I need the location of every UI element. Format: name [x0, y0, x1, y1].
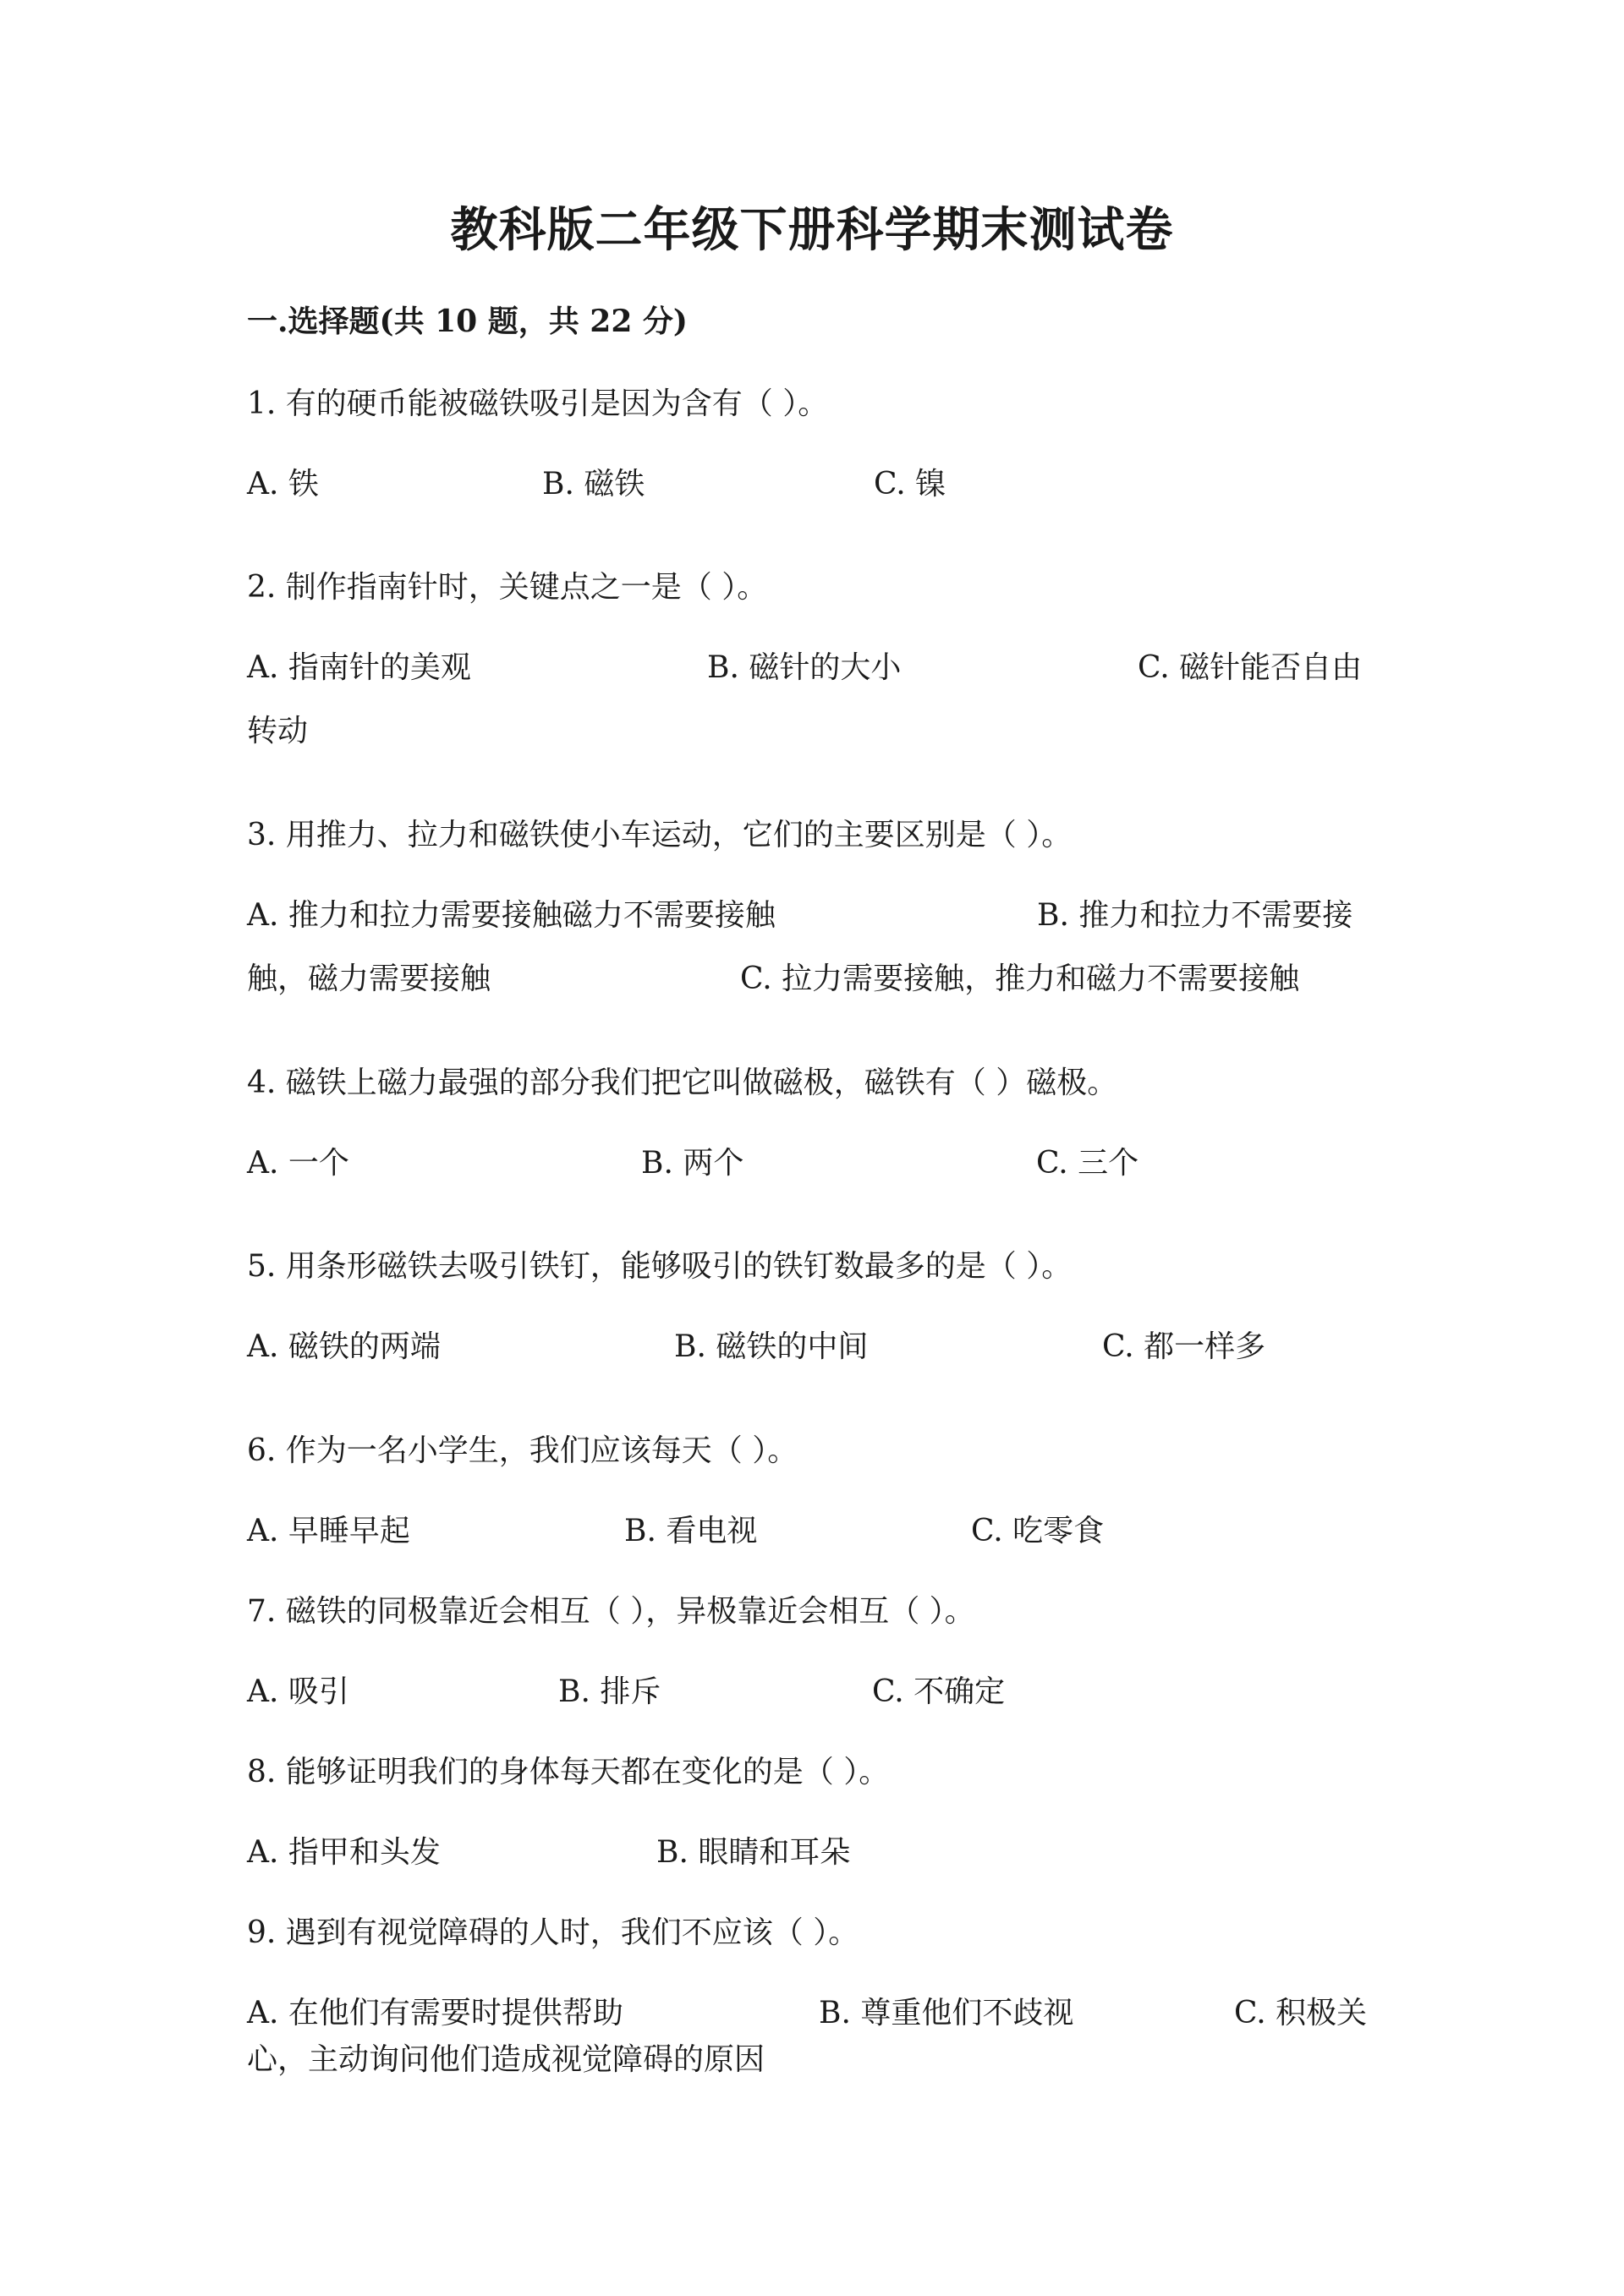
section-heading: 一.选择题(共 10 题，共 22 分)	[247, 304, 688, 339]
question-2-option-a: A. 指南针的美观	[247, 650, 471, 685]
question-6-option-a: A. 早睡早起	[247, 1514, 410, 1548]
question-9-option-c-continued: 心，主动询问他们造成视觉障碍的原因	[247, 2042, 765, 2077]
question-6-stem: 6. 作为一名小学生，我们应该每天（ ）。	[247, 1433, 798, 1468]
question-3-option-a: A. 推力和拉力需要接触磁力不需要接触	[247, 898, 776, 933]
question-4-option-c: C. 三个	[1036, 1146, 1139, 1181]
question-9-option-c: C. 积极关	[1234, 1996, 1368, 2030]
question-7-option-c: C. 不确定	[872, 1674, 1006, 1709]
question-5-option-a: A. 磁铁的两端	[247, 1329, 441, 1364]
question-6-option-b: B. 看电视	[624, 1514, 758, 1548]
question-8-option-b: B. 眼睛和耳朵	[656, 1835, 851, 1870]
question-7-option-b: B. 排斥	[558, 1674, 661, 1709]
question-3-option-b-continued: 触，磁力需要接触	[247, 962, 491, 996]
question-1-option-b: B. 磁铁	[542, 467, 645, 501]
question-2-option-c: C. 磁针能否自由	[1138, 650, 1363, 685]
question-5-option-c: C. 都一样多	[1102, 1329, 1266, 1364]
page-title: 教科版二年级下册科学期末测试卷	[450, 202, 1174, 258]
question-3-option-c: C. 拉力需要接触，推力和磁力不需要接触	[740, 962, 1300, 996]
question-7-option-a: A. 吸引	[247, 1674, 349, 1709]
question-1-option-c: C. 镍	[874, 467, 946, 501]
question-3-stem: 3. 用推力、拉力和磁铁使小车运动，它们的主要区别是（ ）。	[247, 818, 1073, 852]
question-2-option-b: B. 磁针的大小	[707, 650, 902, 685]
question-4-stem: 4. 磁铁上磁力最强的部分我们把它叫做磁极，磁铁有（ ）磁极。	[247, 1066, 1118, 1100]
question-8-stem: 8. 能够证明我们的身体每天都在变化的是（ ）。	[247, 1755, 890, 1789]
question-3-option-b: B. 推力和拉力不需要接	[1037, 898, 1353, 933]
question-5-option-b: B. 磁铁的中间	[674, 1329, 869, 1364]
question-9-stem: 9. 遇到有视觉障碍的人时，我们不应该（ ）。	[247, 1915, 859, 1950]
question-2-stem: 2. 制作指南针时，关键点之一是（ ）。	[247, 570, 768, 605]
question-5-stem: 5. 用条形磁铁去吸引铁钉，能够吸引的铁钉数最多的是（ ）。	[247, 1249, 1073, 1284]
question-8-option-a: A. 指甲和头发	[247, 1835, 441, 1870]
question-4-option-b: B. 两个	[641, 1146, 744, 1181]
question-9-option-b: B. 尊重他们不歧视	[819, 1996, 1074, 2030]
question-6-option-c: C. 吃零食	[971, 1514, 1105, 1548]
question-4-option-a: A. 一个	[247, 1146, 349, 1181]
question-2-option-c-continued: 转动	[247, 714, 309, 748]
question-1-option-a: A. 铁	[247, 467, 319, 501]
question-1-stem: 1. 有的硬币能被磁铁吸引是因为含有（ ）。	[247, 386, 829, 421]
question-7-stem: 7. 磁铁的同极靠近会相互（ ），异极靠近会相互（ ）。	[247, 1594, 975, 1629]
question-9-option-a: A. 在他们有需要时提供帮助	[247, 1996, 623, 2030]
